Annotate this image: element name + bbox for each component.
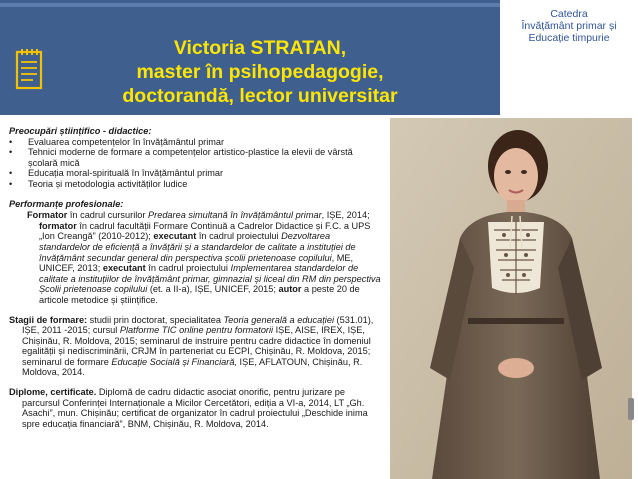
performance-title: Performanțe profesionale:	[9, 198, 124, 209]
internships-text: (531.01), IȘE, 2011 -2015; cursul	[22, 314, 374, 336]
internships-paragraph	[9, 315, 381, 379]
department-line-2: Învățământ primar și	[521, 20, 617, 32]
diplomas-text: Diplomă de cadru didactic asociat onorific, pentru jurizare pe parcursul Conferinței Internaționale a Micilor Cercetători, ediția a VI-a, 2014, LT „Gh. Asachi”, mun. Chișinău; certificat de organizator în cadrul proiectului „Deschide inima spre educația financiară”, BNM, Chișinău, R. Moldova, 2014.	[22, 387, 368, 429]
title-line-degree: master în psihopedagogie,	[136, 61, 384, 83]
performance-label: Formator	[27, 210, 68, 221]
internships-specialty: Teoria generală a educației	[223, 314, 334, 325]
performance-text: în cadrul proiectului	[196, 231, 282, 242]
internships-seminar: Educație Socială și Financiară,	[111, 356, 237, 367]
internships-text: studii prin doctorat, specialitatea	[87, 314, 224, 325]
performance-label: executant	[102, 263, 146, 274]
department-line-3: Educație timpurie	[528, 32, 610, 44]
diplomas-title: Diplome, certificate.	[9, 387, 97, 398]
performance-text: , IȘE, 2014;	[321, 210, 370, 221]
performance-label: executant	[153, 231, 197, 242]
portrait-photo	[390, 118, 632, 479]
page-title	[60, 36, 460, 108]
title-line-position: doctorandă, lector universitar	[122, 85, 398, 107]
internships-title: Stagii de formare:	[9, 314, 88, 325]
department-line-1: Catedra	[550, 8, 588, 20]
list-item: • Tehnici moderne de formare a competențelor artistico-plastice la elevii de vârstă școlară mică	[9, 147, 381, 168]
list-item: • Evaluarea competențelor în învățământul primar	[9, 137, 381, 148]
list-item: • Teoria și metodologia activităților ludice	[9, 179, 381, 190]
performance-text: a peste 20 de articole metodice și științifice.	[39, 284, 360, 305]
diplomas-paragraph	[9, 387, 381, 429]
internships-course: Platforme TIC online pentru formatorii	[119, 325, 274, 336]
title-line-name: Victoria STRATAN,	[173, 37, 347, 59]
list-item: • Educația moral-spirituală în învățământul primar	[9, 168, 381, 179]
performance-project: Dezvoltarea standardelor de eficiență a învățării și a standardelor de calitate a instituției de învățământ secundar general din perspectiva școlii prietenoase copilului	[39, 231, 356, 263]
header-banner	[0, 0, 500, 115]
performance-text: în cadrul proiectului	[145, 263, 231, 274]
performance-text: (et. a II-a), IȘE, UNICEF, 2015;	[147, 284, 279, 295]
performance-paragraph	[21, 210, 381, 305]
performance-project: Implementarea standardelor de calitate a instituțiilor de învățământ primar, gimnazial și liceal din RM din perspectiva Școlii prietenoase copilului	[39, 263, 381, 295]
performance-course: Predarea simultană în învățământul primar	[148, 210, 322, 221]
performance-label: autor	[278, 284, 302, 295]
scrollbar-thumb[interactable]	[628, 398, 634, 420]
performance-text: în cadrul facultății Formare Continuă a Cadrelor Didactice și F.C. a UPS „Ion Creangă” (2010-2012);	[39, 220, 371, 242]
profile-content	[9, 126, 381, 429]
department-label	[500, 8, 638, 44]
document-list-icon	[14, 47, 44, 93]
concerns-title: Preocupări științifico - didactice:	[9, 126, 152, 136]
performance-text: în cadrul cursurilor	[67, 210, 149, 221]
internships-text: IȘE, AFLATOUN, Chișinău, R. Moldova, 2014.	[22, 356, 363, 378]
concerns-list	[9, 137, 381, 190]
performance-label: formator	[39, 220, 77, 231]
performance-text: , ME, UNICEF, 2013;	[39, 252, 354, 274]
header-stripe	[0, 3, 500, 7]
internships-text: IȘE, AISE, IREX, IȘE, Chișinău, R. Moldova, 2015; seminarul de instruire pentru cadre didactice în domeniul egalității și nediscriminării, CRJM în parteneriat cu ECPI, Chișinău, R. Moldova, 2015; seminarul de formare	[22, 325, 371, 367]
